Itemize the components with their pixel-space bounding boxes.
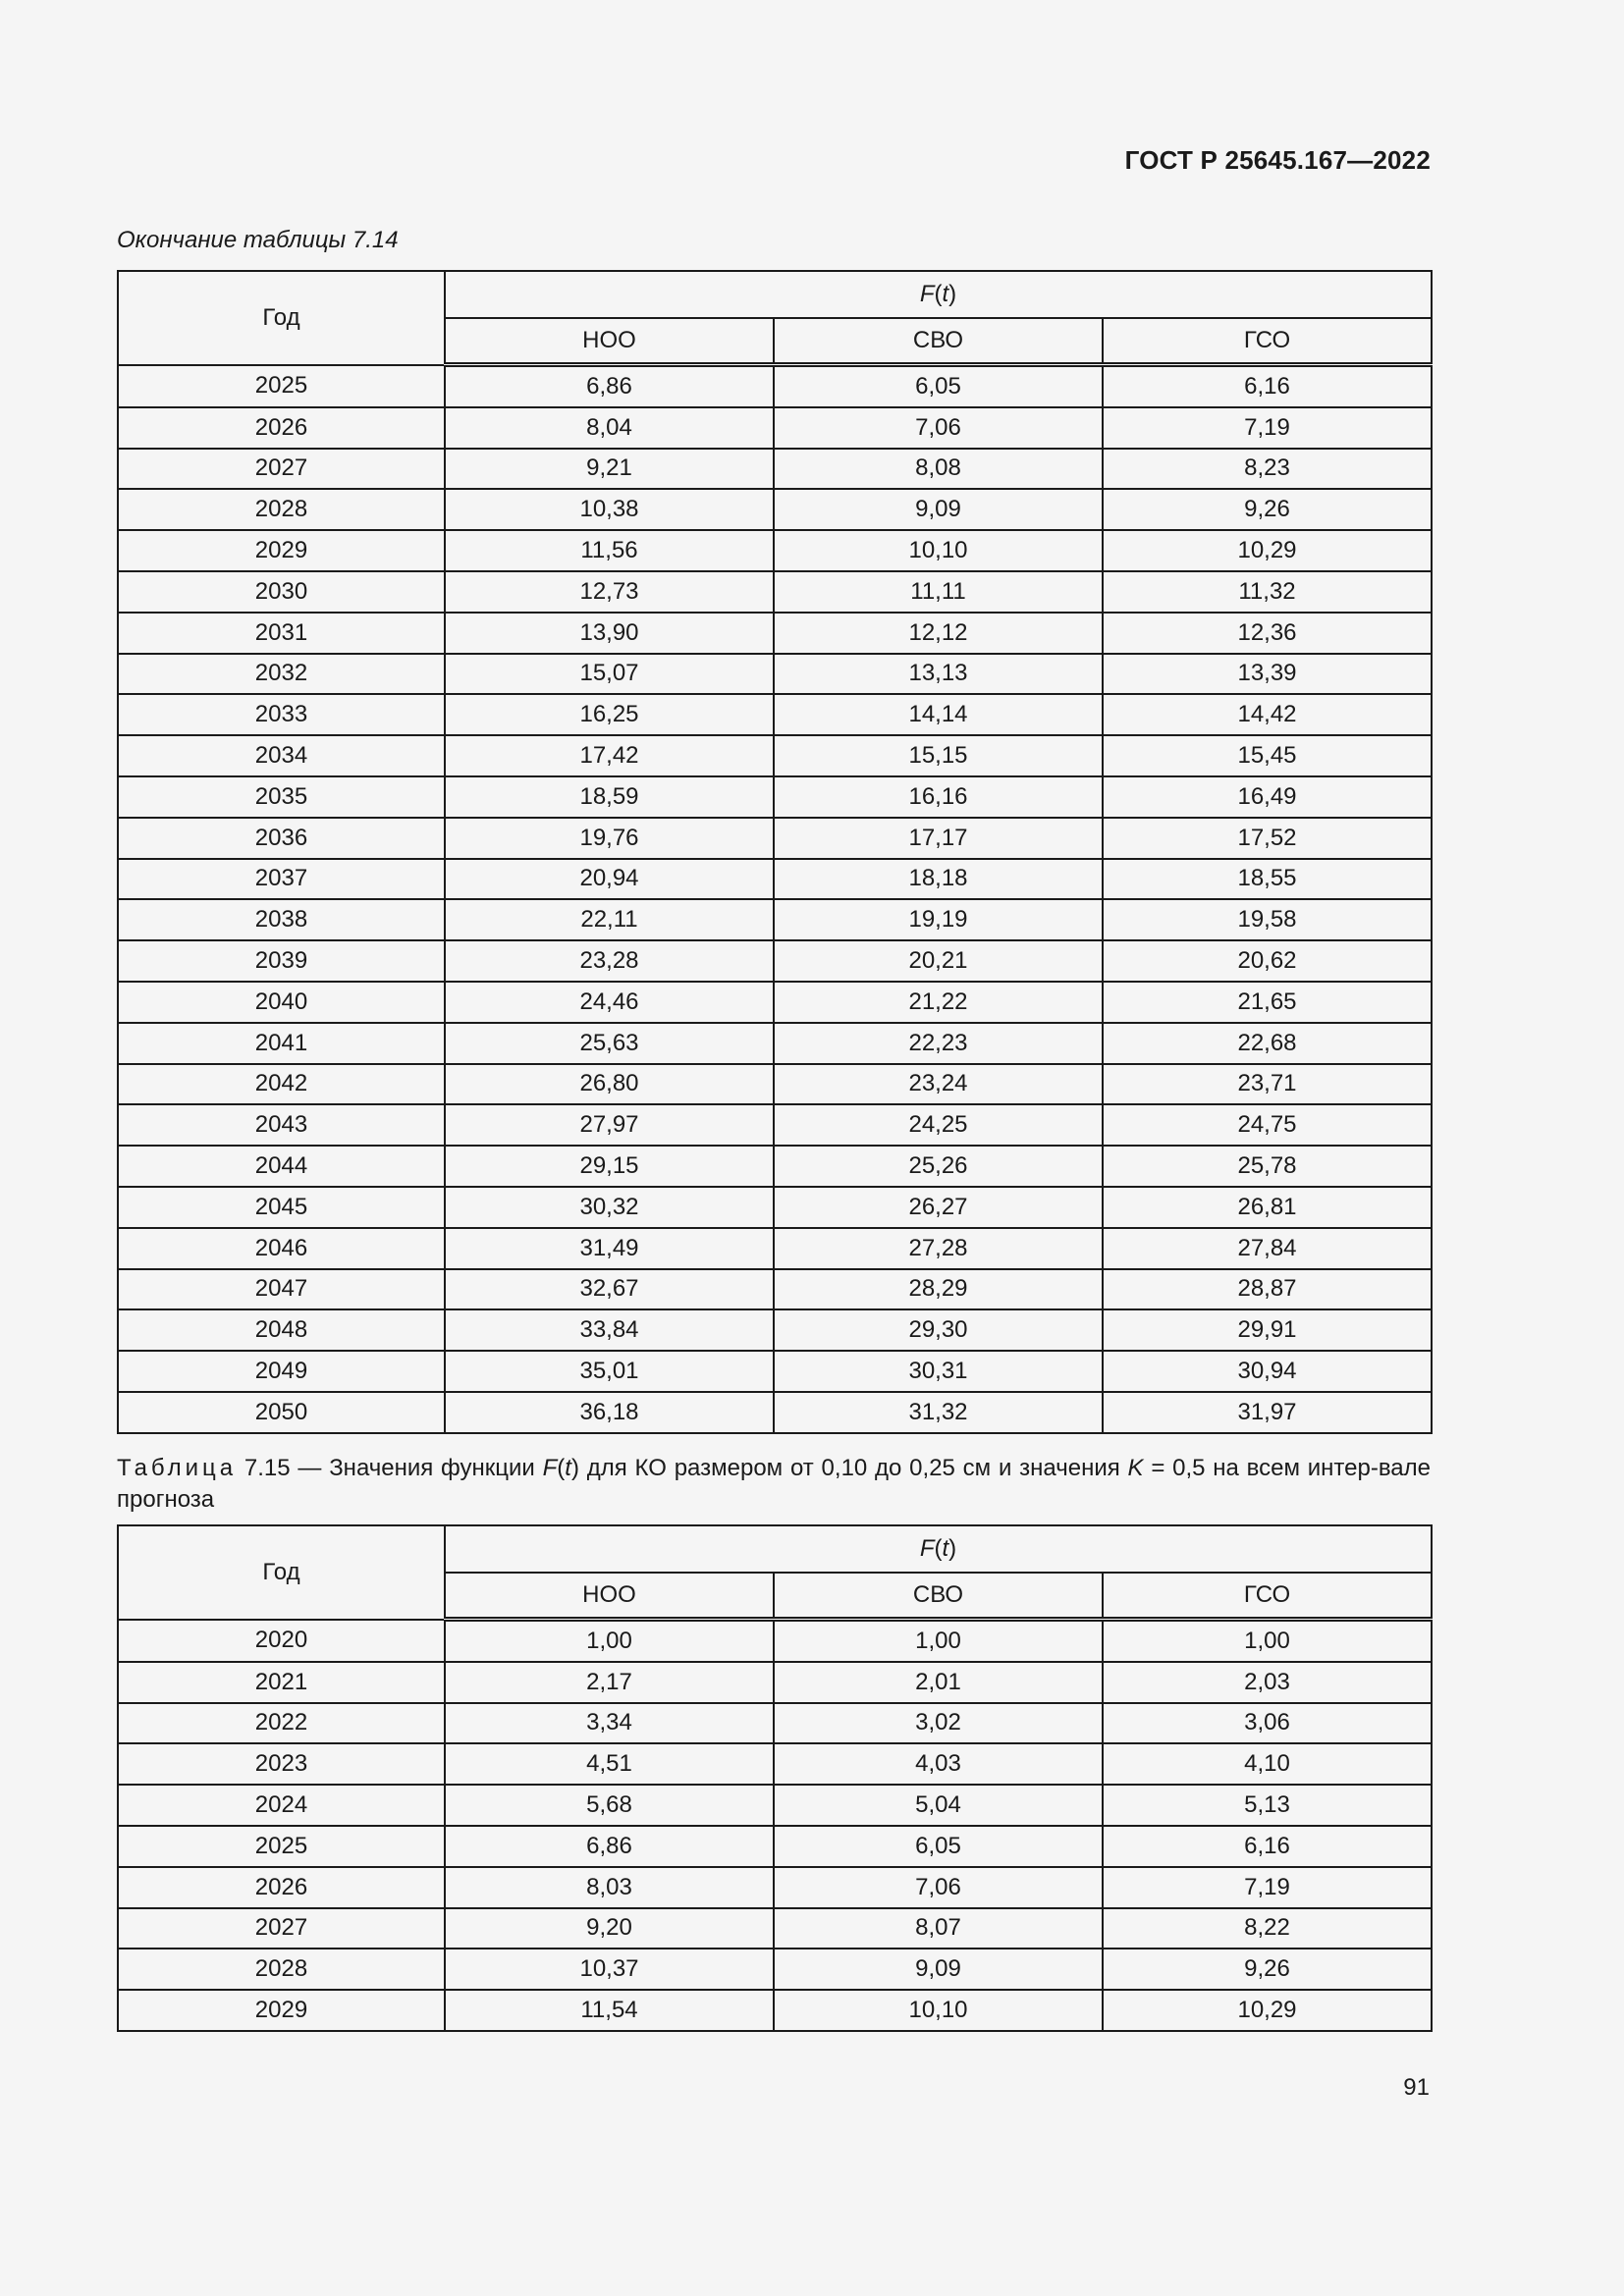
cell-gso: 29,91	[1103, 1309, 1432, 1351]
cell-year: 2041	[118, 1023, 445, 1064]
table-row	[118, 1949, 1432, 1990]
cell-svo: 23,24	[774, 1064, 1103, 1105]
table-row	[118, 1826, 1432, 1867]
cell-gso: 27,84	[1103, 1228, 1432, 1269]
cell-noo: 24,46	[445, 982, 774, 1023]
cell-noo: 9,21	[445, 449, 774, 490]
table-row	[118, 899, 1432, 940]
cell-noo: 36,18	[445, 1392, 774, 1433]
cell-svo: 10,10	[774, 530, 1103, 571]
cell-gso: 15,45	[1103, 735, 1432, 776]
cell-gso: 12,36	[1103, 613, 1432, 654]
cell-year: 2030	[118, 571, 445, 613]
function-name: F	[919, 281, 935, 307]
column-header-noo: НОО	[445, 1573, 774, 1620]
cell-gso: 4,10	[1103, 1743, 1432, 1785]
cell-noo: 8,04	[445, 407, 774, 449]
table-body	[118, 365, 1432, 1433]
cell-svo: 18,18	[774, 859, 1103, 900]
caption-text-part-2: для КО размером от 0,10 до 0,25 см и значения	[578, 1455, 1128, 1481]
table-row	[118, 365, 1432, 407]
table-row	[118, 1620, 1432, 1662]
cell-year: 2047	[118, 1269, 445, 1310]
year-header: Год	[118, 271, 445, 365]
table-row	[118, 818, 1432, 859]
cell-svo: 1,00	[774, 1620, 1103, 1662]
cell-svo: 3,02	[774, 1703, 1103, 1744]
cell-year: 2042	[118, 1064, 445, 1105]
cell-noo: 10,38	[445, 489, 774, 530]
cell-gso: 7,19	[1103, 1867, 1432, 1908]
cell-gso: 16,49	[1103, 776, 1432, 818]
table-row	[118, 1064, 1432, 1105]
function-header: F(t)	[445, 271, 1432, 318]
cell-gso: 9,26	[1103, 489, 1432, 530]
caption-text-part-3: = 0,5 на всем интер-вале прогноза	[117, 1455, 1432, 1513]
cell-year: 2048	[118, 1309, 445, 1351]
cell-noo: 18,59	[445, 776, 774, 818]
cell-noo: 4,51	[445, 1743, 774, 1785]
cell-noo: 33,84	[445, 1309, 774, 1351]
cell-svo: 6,05	[774, 1826, 1103, 1867]
table-continuation-caption: Окончание таблицы 7.14	[117, 227, 399, 253]
cell-svo: 8,07	[774, 1908, 1103, 1949]
cell-svo: 9,09	[774, 489, 1103, 530]
table-row	[118, 1662, 1432, 1703]
cell-gso: 2,03	[1103, 1662, 1432, 1703]
function-arg: t	[942, 1535, 949, 1562]
cell-year: 2026	[118, 1867, 445, 1908]
cell-noo: 6,86	[445, 1826, 774, 1867]
cell-gso: 24,75	[1103, 1104, 1432, 1146]
cell-svo: 30,31	[774, 1351, 1103, 1392]
cell-noo: 19,76	[445, 818, 774, 859]
table-row	[118, 859, 1432, 900]
table-row	[118, 1187, 1432, 1228]
cell-year: 2039	[118, 940, 445, 982]
table-row	[118, 1785, 1432, 1826]
table-row	[118, 1351, 1432, 1392]
function-name: F	[919, 1535, 935, 1562]
cell-svo: 2,01	[774, 1662, 1103, 1703]
cell-svo: 29,30	[774, 1309, 1103, 1351]
cell-svo: 12,12	[774, 613, 1103, 654]
cell-noo: 13,90	[445, 613, 774, 654]
cell-year: 2038	[118, 899, 445, 940]
cell-year: 2044	[118, 1146, 445, 1187]
column-header-svo: СВО	[774, 1573, 1103, 1620]
function-header: F(t)	[445, 1525, 1432, 1573]
cell-year: 2020	[118, 1620, 445, 1662]
cell-svo: 4,03	[774, 1743, 1103, 1785]
table-row	[118, 1023, 1432, 1064]
cell-year: 2029	[118, 530, 445, 571]
cell-year: 2023	[118, 1743, 445, 1785]
cell-noo: 9,20	[445, 1908, 774, 1949]
cell-gso: 18,55	[1103, 859, 1432, 900]
cell-noo: 16,25	[445, 694, 774, 735]
table-row	[118, 1743, 1432, 1785]
function-arg: t	[942, 281, 949, 307]
cell-gso: 10,29	[1103, 530, 1432, 571]
table-row	[118, 1392, 1432, 1433]
cell-svo: 7,06	[774, 407, 1103, 449]
table-row	[118, 1146, 1432, 1187]
document-code: ГОСТ Р 25645.167—2022	[1124, 145, 1431, 175]
cell-gso: 9,26	[1103, 1949, 1432, 1990]
table-7-15	[117, 1524, 1433, 2032]
cell-gso: 28,87	[1103, 1269, 1432, 1310]
year-header: Год	[118, 1525, 445, 1620]
cell-noo: 11,54	[445, 1990, 774, 2031]
cell-svo: 5,04	[774, 1785, 1103, 1826]
table-row	[118, 530, 1432, 571]
cell-noo: 6,86	[445, 365, 774, 407]
cell-gso: 17,52	[1103, 818, 1432, 859]
cell-noo: 15,07	[445, 654, 774, 695]
cell-noo: 35,01	[445, 1351, 774, 1392]
cell-year: 2027	[118, 1908, 445, 1949]
cell-year: 2028	[118, 1949, 445, 1990]
table-row	[118, 735, 1432, 776]
table-row	[118, 1269, 1432, 1310]
cell-noo: 10,37	[445, 1949, 774, 1990]
table-row	[118, 613, 1432, 654]
cell-noo: 12,73	[445, 571, 774, 613]
cell-noo: 30,32	[445, 1187, 774, 1228]
cell-svo: 17,17	[774, 818, 1103, 859]
cell-gso: 21,65	[1103, 982, 1432, 1023]
cell-gso: 19,58	[1103, 899, 1432, 940]
table-7-14	[117, 270, 1433, 1434]
cell-gso: 13,39	[1103, 654, 1432, 695]
table-row	[118, 654, 1432, 695]
cell-svo: 25,26	[774, 1146, 1103, 1187]
cell-year: 2043	[118, 1104, 445, 1146]
cell-year: 2050	[118, 1392, 445, 1433]
cell-gso: 22,68	[1103, 1023, 1432, 1064]
cell-year: 2045	[118, 1187, 445, 1228]
cell-gso: 6,16	[1103, 365, 1432, 407]
cell-noo: 32,67	[445, 1269, 774, 1310]
cell-noo: 22,11	[445, 899, 774, 940]
cell-svo: 31,32	[774, 1392, 1103, 1433]
cell-svo: 10,10	[774, 1990, 1103, 2031]
table-row	[118, 1703, 1432, 1744]
cell-gso: 7,19	[1103, 407, 1432, 449]
cell-noo: 26,80	[445, 1064, 774, 1105]
table-row	[118, 694, 1432, 735]
cell-gso: 23,71	[1103, 1064, 1432, 1105]
table-row	[118, 407, 1432, 449]
table-row	[118, 1867, 1432, 1908]
table-row	[118, 1990, 1432, 2031]
cell-gso: 6,16	[1103, 1826, 1432, 1867]
cell-year: 2037	[118, 859, 445, 900]
page-number: 91	[1403, 2074, 1430, 2101]
cell-year: 2021	[118, 1662, 445, 1703]
cell-gso: 31,97	[1103, 1392, 1432, 1433]
cell-noo: 17,42	[445, 735, 774, 776]
cell-svo: 13,13	[774, 654, 1103, 695]
cell-svo: 15,15	[774, 735, 1103, 776]
cell-svo: 14,14	[774, 694, 1103, 735]
cell-noo: 11,56	[445, 530, 774, 571]
cell-svo: 26,27	[774, 1187, 1103, 1228]
cell-noo: 5,68	[445, 1785, 774, 1826]
cell-gso: 14,42	[1103, 694, 1432, 735]
cell-year: 2029	[118, 1990, 445, 2031]
column-header-gso: ГСО	[1103, 1573, 1432, 1620]
cell-gso: 8,23	[1103, 449, 1432, 490]
caption-k: K	[1127, 1455, 1144, 1481]
cell-gso: 20,62	[1103, 940, 1432, 982]
table-row	[118, 1104, 1432, 1146]
table-body	[118, 1620, 1432, 2031]
table-7-15-caption: Таблица 7.15 — Значения функции F(t) для КО размером от 0,10 до 0,25 см и значения K = 0,5 на всем интер-вале прогноза	[117, 1455, 1432, 1513]
table-row	[118, 940, 1432, 982]
cell-year: 2036	[118, 818, 445, 859]
cell-svo: 11,11	[774, 571, 1103, 613]
cell-year: 2028	[118, 489, 445, 530]
cell-noo: 29,15	[445, 1146, 774, 1187]
cell-svo: 22,23	[774, 1023, 1103, 1064]
cell-noo: 23,28	[445, 940, 774, 982]
cell-svo: 27,28	[774, 1228, 1103, 1269]
table-row	[118, 571, 1432, 613]
cell-noo: 2,17	[445, 1662, 774, 1703]
column-header-noo: НОО	[445, 318, 774, 365]
cell-gso: 26,81	[1103, 1187, 1432, 1228]
cell-svo: 9,09	[774, 1949, 1103, 1990]
cell-gso: 25,78	[1103, 1146, 1432, 1187]
table-row	[118, 489, 1432, 530]
cell-noo: 8,03	[445, 1867, 774, 1908]
cell-year: 2025	[118, 1826, 445, 1867]
cell-year: 2026	[118, 407, 445, 449]
cell-gso: 11,32	[1103, 571, 1432, 613]
cell-noo: 25,63	[445, 1023, 774, 1064]
cell-year: 2031	[118, 613, 445, 654]
column-header-svo: СВО	[774, 318, 1103, 365]
cell-svo: 16,16	[774, 776, 1103, 818]
table-row	[118, 449, 1432, 490]
cell-year: 2046	[118, 1228, 445, 1269]
cell-gso: 1,00	[1103, 1620, 1432, 1662]
cell-year: 2040	[118, 982, 445, 1023]
cell-gso: 30,94	[1103, 1351, 1432, 1392]
cell-noo: 1,00	[445, 1620, 774, 1662]
cell-year: 2035	[118, 776, 445, 818]
cell-year: 2022	[118, 1703, 445, 1744]
cell-year: 2032	[118, 654, 445, 695]
table-row	[118, 1228, 1432, 1269]
cell-svo: 20,21	[774, 940, 1103, 982]
cell-year: 2033	[118, 694, 445, 735]
cell-noo: 3,34	[445, 1703, 774, 1744]
caption-text-part-1: — Значения функции	[290, 1455, 543, 1481]
cell-svo: 28,29	[774, 1269, 1103, 1310]
cell-year: 2024	[118, 1785, 445, 1826]
caption-arg: t	[565, 1455, 571, 1481]
table-label: Таблица	[117, 1455, 238, 1481]
cell-svo: 8,08	[774, 449, 1103, 490]
cell-svo: 7,06	[774, 1867, 1103, 1908]
cell-svo: 24,25	[774, 1104, 1103, 1146]
table-row	[118, 1908, 1432, 1949]
cell-gso: 3,06	[1103, 1703, 1432, 1744]
cell-year: 2025	[118, 365, 445, 407]
cell-noo: 20,94	[445, 859, 774, 900]
caption-function: F	[542, 1455, 558, 1481]
cell-noo: 31,49	[445, 1228, 774, 1269]
cell-svo: 19,19	[774, 899, 1103, 940]
cell-svo: 6,05	[774, 365, 1103, 407]
table-number: 7.15	[244, 1455, 291, 1481]
table-row	[118, 776, 1432, 818]
table-row	[118, 982, 1432, 1023]
cell-noo: 27,97	[445, 1104, 774, 1146]
cell-gso: 5,13	[1103, 1785, 1432, 1826]
cell-svo: 21,22	[774, 982, 1103, 1023]
cell-year: 2049	[118, 1351, 445, 1392]
cell-gso: 8,22	[1103, 1908, 1432, 1949]
cell-gso: 10,29	[1103, 1990, 1432, 2031]
column-header-gso: ГСО	[1103, 318, 1432, 365]
cell-year: 2027	[118, 449, 445, 490]
cell-year: 2034	[118, 735, 445, 776]
table-row	[118, 1309, 1432, 1351]
